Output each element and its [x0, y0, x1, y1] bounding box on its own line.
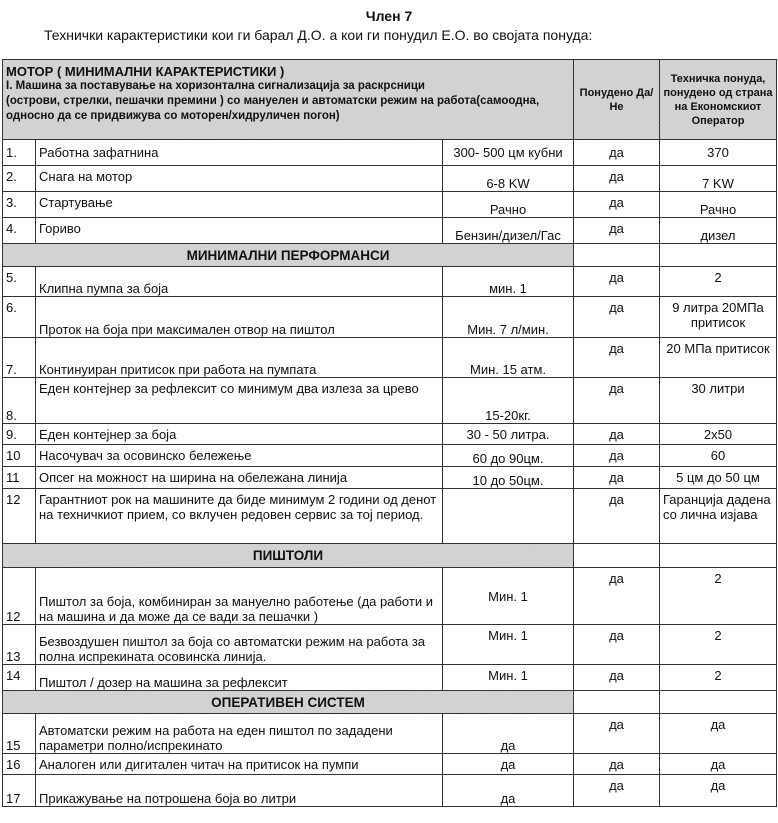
row-offered: да [574, 140, 660, 166]
row-number: 4. [3, 218, 36, 244]
row-number: 15 [3, 714, 36, 754]
row-name: Опсег на можност на ширина на обележана линија [36, 467, 443, 489]
row-offer: 20 МПа притисок [660, 338, 777, 378]
table-row [3, 297, 777, 338]
row-name: Безвоздушен пиштол за боја со автоматски режим на работа за полна испрекината осовинска линија. [36, 625, 443, 665]
row-name: Гориво [36, 218, 443, 244]
row-offer: 2х50 [660, 424, 777, 445]
header-heading: МОТОР ( МИНИМАЛНИ КАРАКТЕРИСТИКИ ) [6, 64, 285, 79]
row-required: Мин. 1 [443, 568, 574, 625]
row-name: Стартување [36, 192, 443, 218]
row-offered: да [574, 338, 660, 378]
section-header-row [3, 691, 777, 714]
table-row [3, 378, 777, 424]
row-required: да [443, 775, 574, 807]
row-name: Еден контејнер за рефлексит со минимум два излеза за црево [36, 378, 443, 424]
row-number: 14 [3, 665, 36, 691]
row-number: 10 [3, 445, 36, 467]
row-offer: да [660, 775, 777, 807]
row-required: 15-20кг. [443, 378, 574, 424]
empty-cell [660, 691, 777, 714]
section-title: ОПЕРАТИВЕН СИСТЕМ [3, 691, 574, 714]
row-name: Пиштол / дозер на машина за рефлексит [36, 665, 443, 691]
table-row [3, 467, 777, 489]
table-row [3, 424, 777, 445]
row-offer: 60 [660, 445, 777, 467]
specifications-table [2, 59, 777, 807]
row-offer: 2 [660, 568, 777, 625]
row-name: Автоматски режим на работа на еден пиштол по зададени параметри полно/испрекинато [36, 714, 443, 754]
empty-cell [660, 544, 777, 568]
row-number: 7. [3, 338, 36, 378]
table-row [3, 568, 777, 625]
row-name: Прикажување на потрошена боја во литри [36, 775, 443, 807]
row-required: Мин. 15 атм. [443, 338, 574, 378]
row-offered: да [574, 297, 660, 338]
section-header-row [3, 244, 777, 267]
row-required: Рачно [443, 192, 574, 218]
row-number: 3. [3, 192, 36, 218]
table-row [3, 625, 777, 665]
table-row [3, 192, 777, 218]
table-row [3, 445, 777, 467]
section-title: ПИШТОЛИ [3, 544, 574, 568]
row-offer: 30 литри [660, 378, 777, 424]
table-row [3, 754, 777, 775]
row-offer: Гаранција дадена со лична изјава [660, 489, 777, 544]
row-required: да [443, 754, 574, 775]
row-required: Мин. 7 л/мин. [443, 297, 574, 338]
row-offered: да [574, 166, 660, 192]
row-number: 8. [3, 378, 36, 424]
row-offered: да [574, 625, 660, 665]
row-required: 6-8 KW [443, 166, 574, 192]
row-number: 6. [3, 297, 36, 338]
row-name: Проток на боја при максимален отвор на пиштол [36, 297, 443, 338]
row-name: Еден контејнер за боја [36, 424, 443, 445]
row-number: 9. [3, 424, 36, 445]
row-offered: да [574, 467, 660, 489]
row-offer: 5 цм до 50 цм [660, 467, 777, 489]
row-required [443, 489, 574, 544]
row-required: Мин. 1 [443, 665, 574, 691]
row-name: Снага на мотор [36, 166, 443, 192]
row-offered: да [574, 714, 660, 754]
row-number: 16 [3, 754, 36, 775]
row-number: 12 [3, 568, 36, 625]
table-row [3, 218, 777, 244]
header-description-cell [3, 60, 574, 140]
row-offered: да [574, 192, 660, 218]
table-row [3, 714, 777, 754]
section-title: МИНИМАЛНИ ПЕРФОРМАНСИ [3, 244, 574, 267]
section-header-row [3, 544, 777, 568]
row-offered: да [574, 775, 660, 807]
table-row [3, 140, 777, 166]
row-offer: Рачно [660, 192, 777, 218]
row-offer: 370 [660, 140, 777, 166]
row-required: Мин. 1 [443, 625, 574, 665]
row-required: 10 до 50цм. [443, 467, 574, 489]
article-title: Член 7 [365, 8, 413, 24]
row-offered: да [574, 424, 660, 445]
row-offer: 2 [660, 665, 777, 691]
row-required: 60 до 90цм. [443, 445, 574, 467]
row-offered: да [574, 568, 660, 625]
row-offer: 2 [660, 625, 777, 665]
row-required: Бензин/дизел/Гас [443, 218, 574, 244]
row-offer: 9 литра 20МПа притисок [660, 297, 777, 338]
empty-cell [660, 244, 777, 267]
row-number: 17 [3, 775, 36, 807]
row-name: Насочувач за осовинско бележење [36, 445, 443, 467]
empty-cell [574, 691, 660, 714]
header-description-line: (острови, стрелки, пешачки премини ) со мануелен и автоматски режим на работа(самоодна, [6, 95, 540, 107]
row-offer: да [660, 754, 777, 775]
row-name: Работна зафатнина [36, 140, 443, 166]
row-offered: да [574, 218, 660, 244]
row-name: Клипна пумпа за боја [36, 267, 443, 297]
row-required: 300- 500 цм кубни [443, 140, 574, 166]
row-number: 11 [3, 467, 36, 489]
table-row [3, 665, 777, 691]
table-row [3, 267, 777, 297]
row-number: 13 [3, 625, 36, 665]
table-row [3, 489, 777, 544]
document-subtitle: Технички карактеристики кои ги барал Д.О. а кои ги понудил Е.О. во својата понуда: [44, 27, 593, 43]
row-required: 30 - 50 литра. [443, 424, 574, 445]
row-required: мин. 1 [443, 267, 574, 297]
table-row [3, 338, 777, 378]
row-number: 5. [3, 267, 36, 297]
row-name: Пиштол за боја, комбиниран за мануелно работење (да работи и на машина и да може да се вади за пешачки ) [36, 568, 443, 625]
row-number: 2. [3, 166, 36, 192]
row-offered: да [574, 754, 660, 775]
row-offered: да [574, 445, 660, 467]
row-number: 1. [3, 140, 36, 166]
row-name: Гарантниот рок на машините да биде минимум 2 години од денот на техничкиот прием, со вклучен редовен сервис за тој период. [36, 489, 443, 544]
row-offer: да [660, 714, 777, 754]
row-offer: дизел [660, 218, 777, 244]
row-offered: да [574, 665, 660, 691]
table-header-row [3, 60, 777, 140]
row-offered: да [574, 489, 660, 544]
row-offer: 7 KW [660, 166, 777, 192]
column-header-offered: Понудено Да/Не [574, 60, 660, 140]
row-offer: 2 [660, 267, 777, 297]
row-required: да [443, 714, 574, 754]
column-header-technical-offer: Техничка понуда, понудено од страна на Економскиот Оператор [660, 60, 777, 140]
table-row [3, 775, 777, 807]
table-row [3, 166, 777, 192]
header-description-line: односно да се придвижува со моторен/хидруличен погон) [6, 110, 340, 122]
row-name: Аналоген или дигитален читач на притисок на пумпи [36, 754, 443, 775]
row-offered: да [574, 267, 660, 297]
row-number: 12 [3, 489, 36, 544]
empty-cell [574, 544, 660, 568]
row-name: Континуиран притисок при работа на пумпата [36, 338, 443, 378]
row-offered: да [574, 378, 660, 424]
header-description-line: I. Машина за поставување на хоризонтална сигнализација за раскрсници [6, 80, 425, 92]
empty-cell [574, 244, 660, 267]
